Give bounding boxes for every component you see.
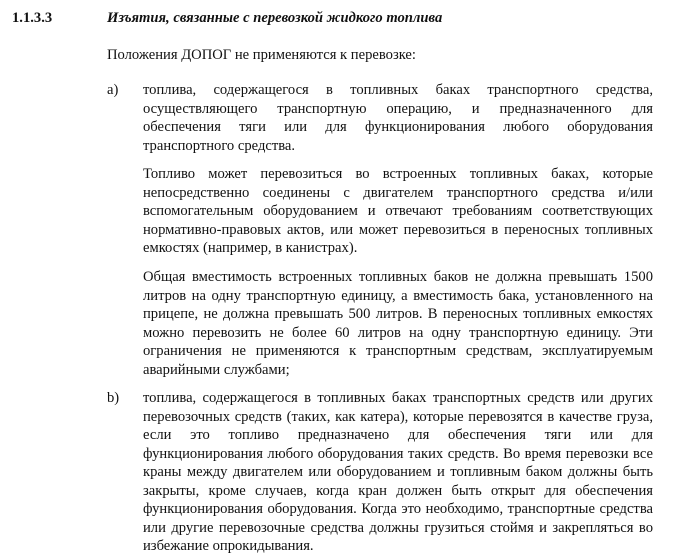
- item-b-paragraph-1: топлива, содержащегося в топливных баках транспортных средств или других перевозочных средств (таких, как катера), которые перевозятся в качестве груза, если это топливо предназначено для обеспечения тяги или для функционирования любого оборудования таких средств. Во время перевозки все краны между двигателем или оборудованием и топливным баком должны быть закрыты, кроме случаев, когда кран должен быть открыт для обеспечения функционирования оборудования. Когда это необходимо, транспортные средства или другие перевозочные средства должны грузиться стоймя и закрепляться во избежание опрокидывания.: [143, 390, 653, 554]
- item-a-paragraph-2: Топливо может перевозиться во встроенных топливных баках, которые непосредственно соединены с двигателем транспортного средства и/или вспомогательным оборудованием и отвечают требованиям соответствующих нормативно-правовых актов, или может перевозиться в переносных топливных емкостях (например, в канистрах).: [143, 166, 653, 256]
- item-a-paragraph-1: топлива, содержащегося в топливных баках транспортного средства, осуществляющего транспортную операцию, и предназначенного для обеспечения тяги или для функционирования любого оборудования транспортного средства.: [143, 82, 653, 154]
- section-title: Изъятия, связанные с перевозкой жидкого топлива: [107, 10, 443, 26]
- item-b-label: b): [107, 390, 120, 406]
- item-a-label: a): [107, 82, 119, 98]
- item-a-paragraph-3: Общая вместимость встроенных топливных баков не должна превышать 1500 литров на одну транспортную единицу, а вместимость бака, установленного на прицепе, не должна превышать 500 литров. В переносных топливных емкостях можно перевозить не более 60 литров на одну транспортную единицу. Эти ограничения не применяются к транспортным средствам, эксплуатируемым аварийными службами;: [143, 269, 653, 378]
- intro-paragraph: Положения ДОПОГ не применяются к перевозке:: [107, 47, 416, 63]
- section-number: 1.1.3.3: [12, 10, 53, 26]
